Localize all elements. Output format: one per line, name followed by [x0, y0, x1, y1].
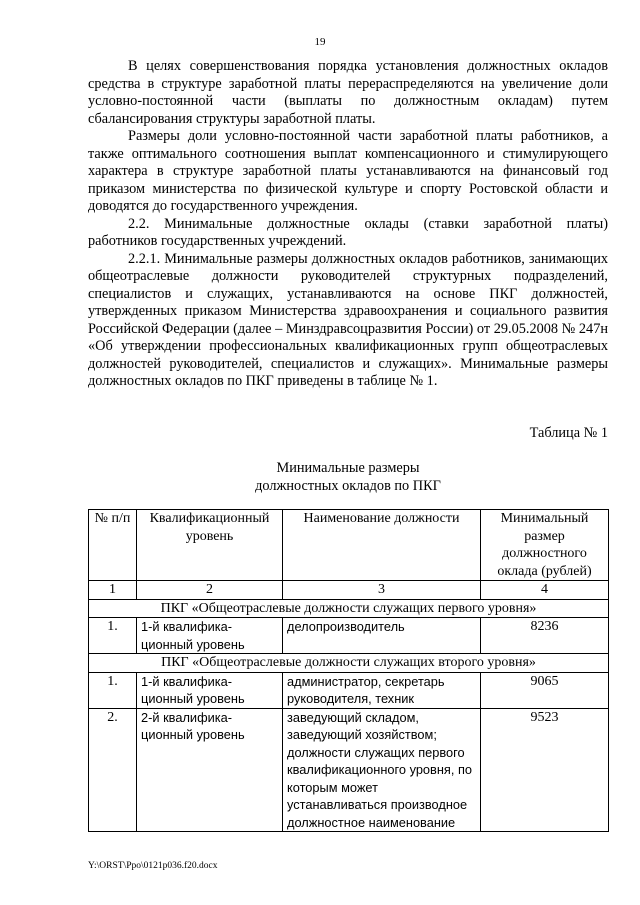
table-label: Таблица № 1	[529, 425, 608, 441]
row-position-name: заведующий складом, заведующий хозяйством; должности служащих первого квалификационного уровня, по которым может устанавливаться производное должностное наименование	[283, 708, 481, 832]
header-minimum-salary: Минимальный размер должностного оклада (рублей)	[481, 510, 609, 581]
row-qualification-level: 1-й квалифика-ционный уровень	[137, 672, 283, 708]
table-title-line-2: должностных окладов по ПКГ	[255, 478, 441, 494]
row-salary: 8236	[481, 618, 609, 654]
column-number-row	[89, 581, 609, 600]
paragraph-share-sizes: Размеры доли условно-постоянной части заработной платы работников, а также оптимального соотношения выплат компенсационного и стимулирующего характера в структуре заработной платы устанавливаются на финансовый год приказом министерства по физической культуре и спорту Ростовской области и доводятся до государственного учреждения.	[88, 128, 608, 214]
row-number: 2.	[89, 708, 137, 832]
row-qualification-level: 1-й квалифика-ционный уровень	[137, 618, 283, 654]
group-title-first-level: ПКГ «Общеотраслевые должности служащих первого уровня»	[89, 599, 609, 618]
column-number-1: 1	[89, 581, 137, 600]
row-position-name: администратор, секретарь руководителя, техник	[283, 672, 481, 708]
table-header-row	[89, 510, 609, 581]
row-salary: 9065	[481, 672, 609, 708]
paragraph-salary-structure: В целях совершенствования порядка установления должностных окладов средства в структуре заработной платы перераспределяются на увеличение доли условно-постоянной части (выплаты по должностным окладам) путем сбалансирования структуры заработной платы.	[88, 58, 608, 127]
header-qualification-level: Квалификационный уровень	[137, 510, 283, 581]
header-number: № п/п	[89, 510, 137, 581]
row-number: 1.	[89, 618, 137, 654]
column-number-3: 3	[283, 581, 481, 600]
row-qualification-level: 2-й квалифика-ционный уровень	[137, 708, 283, 832]
group-title-second-level: ПКГ «Общеотраслевые должности служащих второго уровня»	[89, 654, 609, 673]
table-row	[89, 708, 609, 832]
salary-table	[88, 509, 609, 832]
row-number: 1.	[89, 672, 137, 708]
group-title-row	[89, 654, 609, 673]
table-row	[89, 672, 609, 708]
table-title-line-1: Минимальные размеры	[276, 460, 420, 476]
paragraph-section-2-2: 2.2. Минимальные должностные оклады (ставки заработной платы) работников государственных учреждений.	[88, 215, 608, 249]
row-salary: 9523	[481, 708, 609, 832]
body-text	[88, 58, 608, 391]
row-position-name: делопроизводитель	[283, 618, 481, 654]
header-position-name: Наименование должности	[283, 510, 481, 581]
footer-file-path: Y:\ORST\Ppo\0121p036.f20.docx	[88, 861, 218, 871]
table-title	[88, 459, 608, 495]
page-number: 19	[314, 36, 326, 48]
column-number-4: 4	[481, 581, 609, 600]
group-title-row	[89, 599, 609, 618]
column-number-2: 2	[137, 581, 283, 600]
paragraph-section-2-2-1: 2.2.1. Минимальные размеры должностных окладов работников, занимающих общеотраслевые должности руководителей структурных подразделений, специалистов и служащих, устанавливаются на основе ПКГ должностей, утвержденных приказом Министерства здравоохранения и социального развития Российской Федерации (далее – Минздравсоцразвития России) от 29.05.2008 № 247н «Об утверждении профессиональных квалификационных групп общеотраслевых должностей руководителей, специалистов и служащих». Минимальные размеры должностных окладов по ПКГ приведены в таблице № 1.	[88, 250, 608, 389]
table-row	[89, 618, 609, 654]
